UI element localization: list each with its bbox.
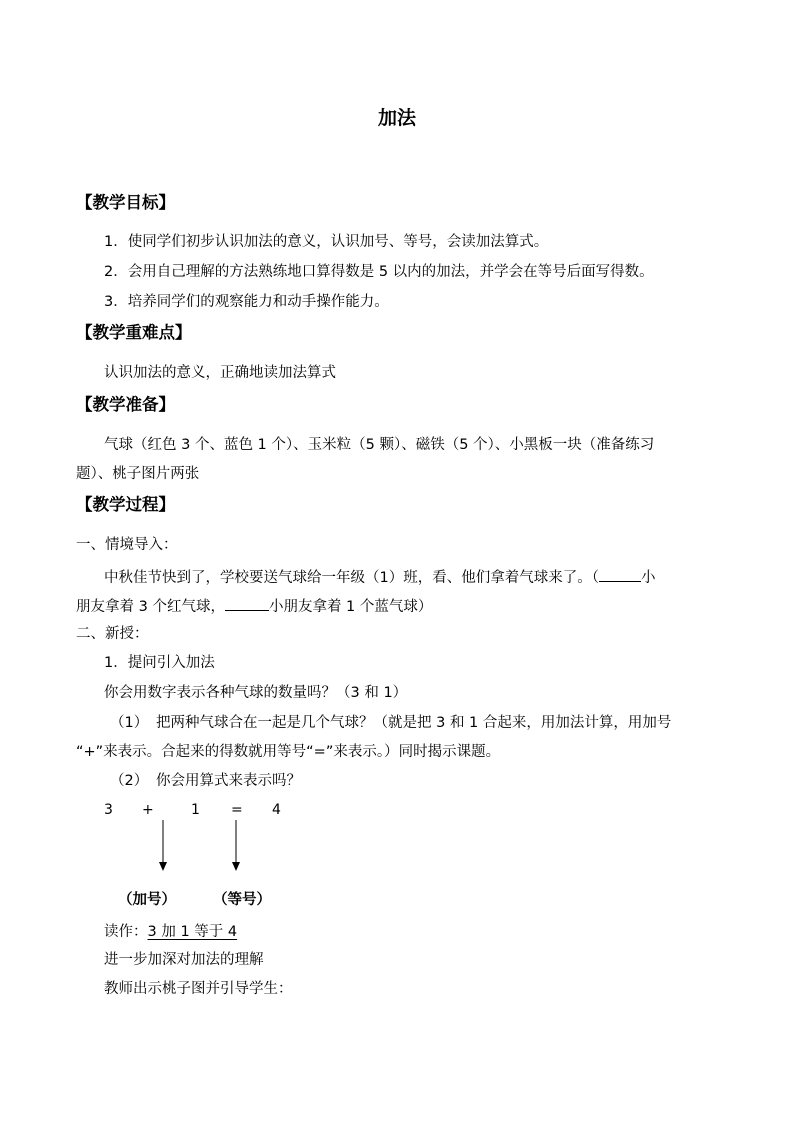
sub-item-2-text: 你会用算式来表示吗？	[156, 773, 301, 789]
key-points-text: 认识加法的意义，正确地读加法算式	[104, 365, 336, 381]
equation-operand-a: 3	[104, 802, 113, 818]
equation-plus-sign: +	[142, 802, 154, 818]
objective-item-1: 1．使同学们初步认识加法的意义，认识加号、等号，会读加法算式。	[104, 234, 549, 250]
part1-title: 一、情境导入：	[76, 537, 178, 553]
equation-equal-sign: =	[231, 802, 243, 818]
part1-line-1-text: 中秋佳节快到了，学校要送气球给一年级（1）班，看、他们拿着气球来了。（	[104, 570, 599, 586]
step-1: 1．提问引入加法	[104, 655, 215, 671]
preparation-line-2: 题）、桃子图片两张	[76, 466, 200, 482]
equation-result: 4	[272, 802, 281, 818]
read-as-line	[104, 922, 237, 942]
objective-item-2: 2．会用自己理解的方法熟练地口算得数是 5 以内的加法，并学会在等号后面写得数。	[104, 264, 654, 280]
preparation-line-1: 气球（红色 3 个、蓝色 1 个）、玉米粒（5 颗）、磁铁（5 个）、小黑板一块（准备练习	[104, 437, 655, 453]
part1-line-2-end: 小朋友拿着 1 个蓝气球）	[268, 599, 433, 615]
plus-arrow	[159, 820, 167, 871]
equal-arrow	[232, 820, 240, 871]
question-1: 你会用数字表示各种气球的数量吗？（3 和 1）	[104, 685, 408, 701]
plus-sign-label: （加号）	[118, 892, 176, 908]
sub-item-2-number: （2）	[110, 773, 149, 789]
equation-operand-b: 1	[191, 802, 200, 818]
objective-item-3: 3．培养同学们的观察能力和动手操作能力。	[104, 294, 389, 310]
teacher-instruction: 教师出示桃子图并引导学生：	[104, 981, 293, 997]
preparation-heading: 【教学准备】	[76, 395, 175, 414]
key-points-heading: 【教学重难点】	[76, 323, 192, 342]
part2-title: 二、新授：	[76, 626, 149, 642]
process-heading: 【教学过程】	[76, 495, 175, 514]
sub-item-1-text: 把两种气球合在一起是几个气球？（就是把 3 和 1 合起来，用加法计算，用加号	[156, 715, 672, 731]
page-title: 加法	[377, 107, 416, 129]
part1-line-2-text: 朋友拿着 3 个红气球，	[76, 599, 225, 615]
objectives-heading: 【教学目标】	[76, 193, 175, 212]
deepen-understanding: 进一步加深对加法的理解	[104, 952, 264, 968]
sub-item-1-line-2: “+”来表示。合起来的得数就用等号“=”来表示。）同时揭示课题。	[76, 744, 501, 760]
read-as-value: 3 加 1 等于 4	[147, 924, 238, 940]
sub-item-1-number: （1）	[110, 715, 149, 731]
part1-line-1-end: 小	[640, 570, 656, 586]
equal-sign-label: （等号）	[213, 892, 271, 908]
read-as-label: 读作：	[104, 924, 148, 940]
